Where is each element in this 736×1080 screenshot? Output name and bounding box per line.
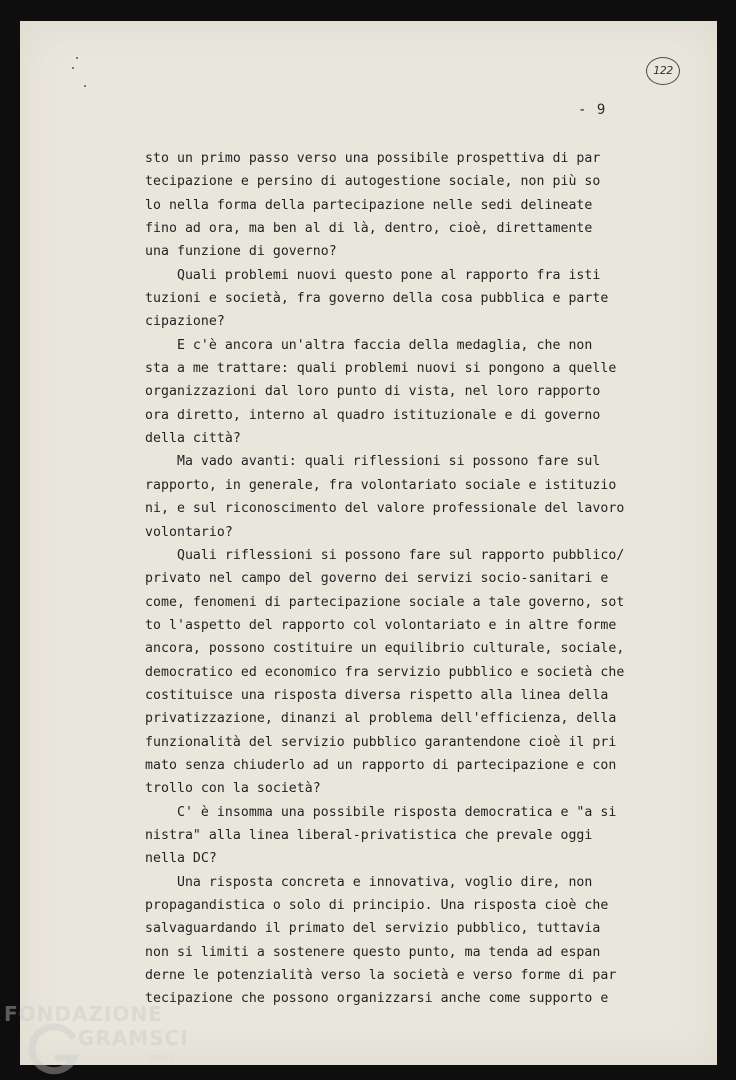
text-line: salvaguardando il primato del servizio pubblico, tuttavia [145,921,601,937]
text-line: to l'aspetto del rapporto col volontariato e in altre forme [145,617,617,633]
text-line: volontario? [145,524,233,540]
text-line: sta a me trattare: quali problemi nuovi si pongono a quelle [145,361,617,377]
text-line: derne le potenzialità verso la società e verso forme di par [145,968,617,984]
text-line: funzionalità del servizio pubblico garantendone cioè il pri [145,734,617,750]
text-line: privato nel campo del governo dei servizi socio-sanitari e [145,571,609,587]
text-line: lo nella forma della partecipazione nelle sedi delineate [145,197,593,213]
text-line: ora diretto, interno al quadro istituzionale e di governo [145,407,601,423]
archive-number-stamp: 122 [646,57,680,85]
watermark-onlus: onlus [148,1053,175,1063]
text-line: ni, e sul riconoscimento del valore professionale del lavoro [145,501,625,517]
text-line: E c'è ancora un'altra faccia della medaglia, che non [145,337,593,353]
typed-text-body [145,147,635,1011]
watermark-line1: FONDAZIONE [4,1002,163,1026]
gramsci-logo-icon [28,1022,82,1076]
text-line: Quali problemi nuovi questo pone al rapporto fra isti [145,267,601,283]
text-line: della città? [145,431,241,447]
text-line: non si limiti a sostenere questo punto, ma tenda ad espan [145,944,601,960]
text-line: C' è insomma una possibile risposta democratica e "a si [145,804,617,820]
text-line: Una risposta concreta e innovativa, voglio dire, non [145,874,593,890]
text-line: mato senza chiuderlo ad un rapporto di partecipazione e con [145,757,617,773]
text-line: Ma vado avanti: quali riflessioni si possono fare sul [145,454,601,470]
watermark-line2: GRAMSCI [78,1026,189,1050]
text-line: ancora, possono costituire un equilibrio culturale, sociale, [145,641,625,657]
text-line: democratico ed economico fra servizio pubblico e società che [145,664,625,680]
text-line: privatizzazione, dinanzi al problema dell'efficienza, della [145,711,617,727]
paper-specks [72,57,92,87]
text-line: Quali riflessioni si possono fare sul rapporto pubblico/ [145,547,625,563]
fondazione-gramsci-watermark [0,996,200,1080]
text-line: nistra" alla linea liberal-privatistica che prevale oggi [145,827,593,843]
text-line: tuzioni e società, fra governo della cosa pubblica e parte [145,291,609,307]
text-line: una funzione di governo? [145,244,337,260]
text-line: trollo con la società? [145,781,321,797]
text-line: nella DC? [145,851,217,867]
text-line: rapporto, in generale, fra volontariato sociale e istituzio [145,477,617,493]
text-line: tecipazione che possono organizzarsi anche come supporto e [145,991,609,1007]
text-line: tecipazione e persino di autogestione sociale, non più so [145,174,601,190]
text-line: sto un primo passo verso una possibile prospettiva di par [145,151,601,166]
page-number: - 9 [578,102,607,118]
text-line: costituisce una risposta diversa rispetto alla linea della [145,687,609,703]
text-line: propagandistica o solo di principio. Una risposta cioè che [145,898,609,913]
text-line: organizzazioni dal loro punto di vista, nel loro rapporto [145,384,601,400]
text-line: come, fenomeni di partecipazione sociale a tale governo, sot [145,594,625,610]
text-line: cipazione? [145,314,225,330]
text-line: fino ad ora, ma ben al di là, dentro, cioè, direttamente [145,221,593,237]
